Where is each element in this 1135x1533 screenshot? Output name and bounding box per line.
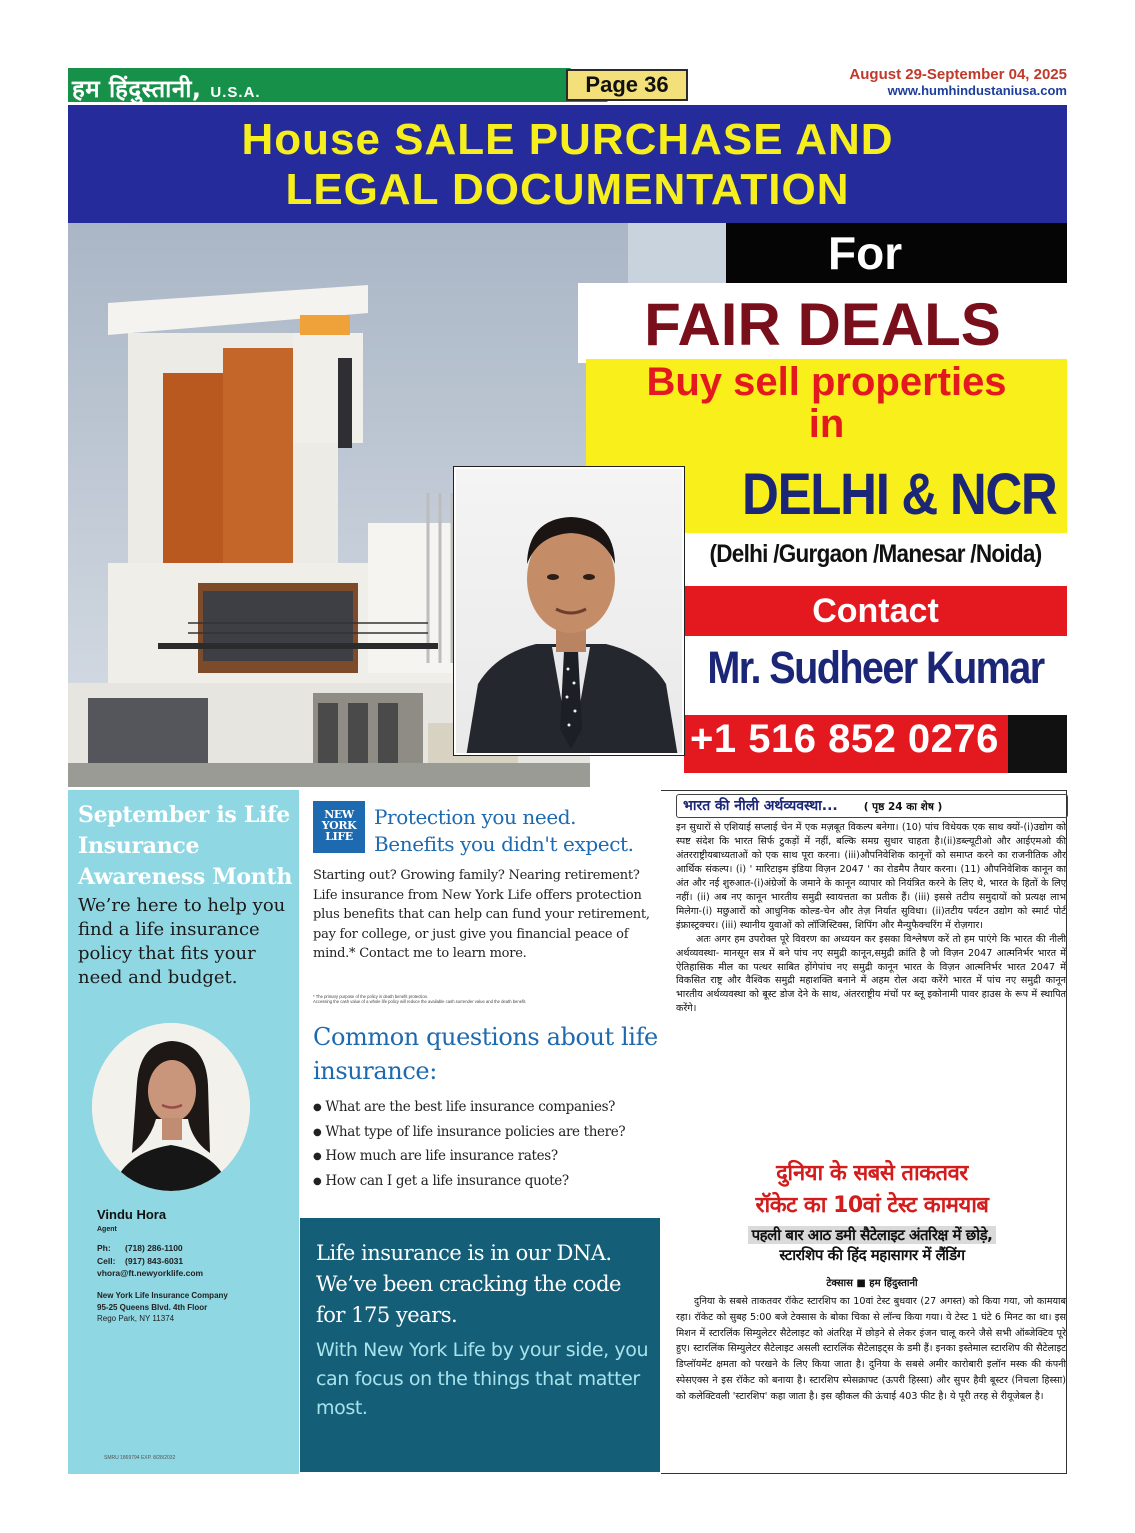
logo-word-3: LIFE — [325, 830, 353, 843]
article-paragraph: अतः अगर हम उपरोक्त पूरे विवरण का अध्ययन कर इसका विश्लेषण करें तो हम पाएंगे कि भारत की नीली अर्थव्यवस्था- मानसून सत्र में बने पांच नए समुद्री कानून,समुद्री क्रांति है जो विज़न 2047 आत्मनिर्भर भारत में ऐतिहासिक मील का पत्थर साबित होंगेपांच नए समुद्री कानून भारत के विज़न आत्मनिर्भर भारत 2047 में विकसित राष्ट्र और वैश्विक समुद्री महाशक्ति बनाने में अहम रोल अदा करेंगे भारत में पांच नए समुद्री कानून भारतीय अर्थव्यवस्था को बूस्ट डोज देने के साथ, अंतरराष्ट्रीय मंचों पर ब्लू इकोनामी पावर हाउस के रूप में स्थापित करेंगे। — [676, 933, 1066, 1015]
faq-list — [313, 1096, 658, 1194]
region-heading: DELHI & NCR — [742, 462, 1057, 527]
buy-sell-line1: Buy sell properties — [646, 360, 1007, 404]
agent-cell-row — [97, 1255, 203, 1268]
insurance-body-text: Starting out? Growing family? Nearing retirement? Life insurance from New York Life offers protection plus benefits that can help can fund your retirement, pay for college, or just give you financial peace of mind.* Contact me to learn more. — [313, 868, 650, 961]
dna-subtext: With New York Life by your side, you can focus on the things that matter most. — [316, 1339, 649, 1419]
agent-company-block — [97, 1290, 228, 1325]
faq-item: ● How can I get a life insurance quote? — [313, 1170, 658, 1195]
logo-word-1: NEW — [324, 808, 354, 821]
article-dateline: टेक्सास ■ हम हिंदुस्तानी — [826, 1278, 918, 1289]
contact-banner: Contact — [684, 586, 1067, 636]
logo-word-2: YORK — [321, 819, 357, 832]
contact-name: Mr. Sudheer Kumar — [707, 642, 1044, 693]
agent-name: Vindu Hora — [97, 1207, 167, 1222]
contact-portrait — [454, 467, 684, 755]
property-advertisement — [68, 105, 1067, 787]
newspaper-brand — [72, 72, 261, 105]
fair-deals-heading: FAIR DEALS — [578, 283, 1067, 363]
faq-item: ● What are the best life insurance companies? — [313, 1096, 658, 1121]
buy-sell-line2: in — [808, 402, 845, 446]
rocket-headline-line2: रॉकेट का 10वां टेस्ट कामयाब — [755, 1193, 989, 1218]
rocket-sub-line2: स्टारशिप की हिंद महासागर में लैंडिंग — [779, 1246, 965, 1264]
faq-item: ● What type of life insurance policies are there? — [313, 1121, 658, 1146]
brand-name: हम हिंदुस्तानी, — [72, 75, 202, 103]
rocket-subheadline — [676, 1225, 1068, 1265]
cell-label: Cell: — [97, 1255, 116, 1266]
agent-phone[interactable]: (718) 286-1100 — [125, 1243, 183, 1253]
continued-article-body — [676, 821, 1066, 1016]
agent-phone-row — [97, 1242, 203, 1255]
rocket-headline — [676, 1158, 1068, 1222]
protection-line2: Benefits you didn't expect. — [374, 832, 634, 856]
phone-label: Ph: — [97, 1243, 111, 1253]
brand-suffix: U.S.A. — [210, 84, 261, 101]
cities-list: (Delhi /Gurgaon /Manesar /Noida) — [709, 540, 1042, 568]
company-name: New York Life Insurance Company — [97, 1291, 228, 1300]
agent-role: Agent — [97, 1226, 117, 1233]
page-number-badge: Page 36 — [566, 69, 688, 101]
agent-photo — [92, 1023, 250, 1191]
insurance-fine-print — [313, 994, 658, 1004]
company-city: Rego Park, NY 11374 — [97, 1314, 175, 1323]
agent-contact-block — [97, 1242, 203, 1280]
for-banner: For — [726, 223, 1067, 283]
company-address: 95-25 Queens Blvd. 4th Floor — [97, 1302, 208, 1312]
article-paragraph: इन सुधारों से एशियाई सप्लाई चेन में एक मज़बूत विकल्प बनेगा। (10) पांच विधेयक एक साथ क्यों-(i)उद्योग को स्पष्ट संदेश कि भारत सिर्फ टुकड़ों में नहीं, बल्कि समग्र सुधार चाहता है।(ii)डब्ल्यूटीओ और आईएमओ की अंतरराष्ट्रीयबाध्यताओं को एक साथ पूरा करना। (iii)औपनिवेशिक कानूनों को समाप्त करने का राजनीतिक और आर्थिक संकल्प। (i) ' मारिटाइम इंडिया विज़न 2047 ' का रोडमैप तैयार करना। (11) औपनिवेशिक कानून का अंत और नई शुरुआत-(i)अंग्रेजों के जमाने के कानून व्यापार को नियंत्रित करने के लिए थे, भारत के हितों के लिए नहीं। (ii) अब नए कानून भारतीय समुद्री स्वायत्तता का प्रतीक हैं। (iii) इससे तटीय समुदायों को प्रत्यक्ष लाभ मिलेगा-(i) मछुआरों को आधुनिक कोल्ड-चेन और तेज़ निर्यात सुविधा। (ii)तटीय पर्यटन उद्योग को स्मार्ट पोर्ट इंफ्रास्ट्रक्चर। (iii) स्थानीय युवाओं को लॉजिस्टिक्स, शिपिंग और मैन्युफैक्चरिंग में रोज़गार। — [676, 822, 1066, 931]
continued-page-ref: ( पृष्ठ 24 का शेष ) — [863, 801, 943, 813]
continued-article-header — [676, 794, 1068, 818]
contact-phone[interactable]: +1 516 852 0276 — [690, 717, 999, 761]
faq-item: ● How much are life insurance rates? — [313, 1145, 658, 1170]
insurance-help-text: We’re here to help you find a life insurance policy that fits your need and budget. — [78, 895, 286, 988]
dna-heading: Life insurance is in our DNA. We’ve been cracking the code for 175 years. — [316, 1241, 621, 1327]
new-york-life-logo — [313, 801, 365, 853]
ad-headline-line1: House SALE PURCHASE AND — [241, 115, 894, 164]
continued-title: भारत की नीली अर्थव्यवस्था... — [683, 798, 838, 814]
issue-date: August 29-September 04, 2025 — [849, 66, 1067, 83]
ad-footer-code: SMRU 1869794 EXP. 8/28/2032 — [104, 1455, 176, 1461]
rocket-sub-line1: पहली बार आठ डमी सैटेलाइट अंतरिक्ष में छोड़े, — [748, 1226, 997, 1244]
rocket-headline-line1: दुनिया के सबसे ताकतवर — [776, 1161, 968, 1186]
fine-print-2: Accessing the cash value of a whole life policy will reduce the available cash surrender value and the death benefit. — [313, 999, 527, 1004]
fine-print-1: * The primary purpose of the policy is death benefit protection. — [313, 994, 429, 999]
website-link[interactable]: www.humhindustaniusa.com — [887, 83, 1067, 98]
agent-cell[interactable]: (917) 843-6031 — [125, 1255, 184, 1266]
rocket-article-body: दुनिया के सबसे ताकतवर रॉकेट स्टारशिप का 10वां टेस्ट बुधवार (27 अगस्त) को किया गया, जो कामयाब रहा। रॉकेट को सुबह 5:00 बजे टेक्सास के बोका चिका से लॉन्च किया गया। ये टेस्ट 1 घंटे 6 मिनट का था। इस मिशन में स्टारलिंक सिम्युलेटर सैटेलाइट को अंतरिक्ष में छोड़ने से लेकर इंजन चालू करने जैसे सभी ऑब्जेक्टिव पूरे हुए। स्टारलिंक सिम्युलेटर सैटेलाइट असली स्टारलिंक सैटेलाइट्स के डमी हैं। इनका इस्तेमाल स्टारशिप की सैटेलाइट डिप्लॉयमेंट क्षमता को परखने के लिए किया जाता है। दुनिया के सबसे अमीर कारोबारी इलॉन मस्क की कंपनी स्पेसएक्स ने इस रॉकेट को बनाया है। स्टारशिप स्पेसक्राफ्ट (ऊपरी हिस्सा) और सुपर हैवी बूस्टर (निचला हिस्सा) को कलेक्टिवली 'स्टारशिप' कहा जाता है। इस व्हीकल की ऊंचाई 403 फीट है। ये पूरी तरह से रीयूजेबल है। — [676, 1296, 1066, 1402]
ad-headline — [68, 105, 1067, 223]
agent-email[interactable]: vhora@ft.newyorklife.com — [97, 1268, 204, 1278]
faq-heading: Common questions about life insurance: — [313, 1023, 658, 1085]
buy-sell-text — [586, 361, 1067, 445]
awareness-month-title: September is Life Insurance Awareness Month — [78, 802, 293, 890]
protection-line1: Protection you need. — [374, 805, 577, 829]
protection-tagline — [374, 804, 660, 858]
ad-headline-line2: LEGAL DOCUMENTATION — [285, 165, 850, 214]
